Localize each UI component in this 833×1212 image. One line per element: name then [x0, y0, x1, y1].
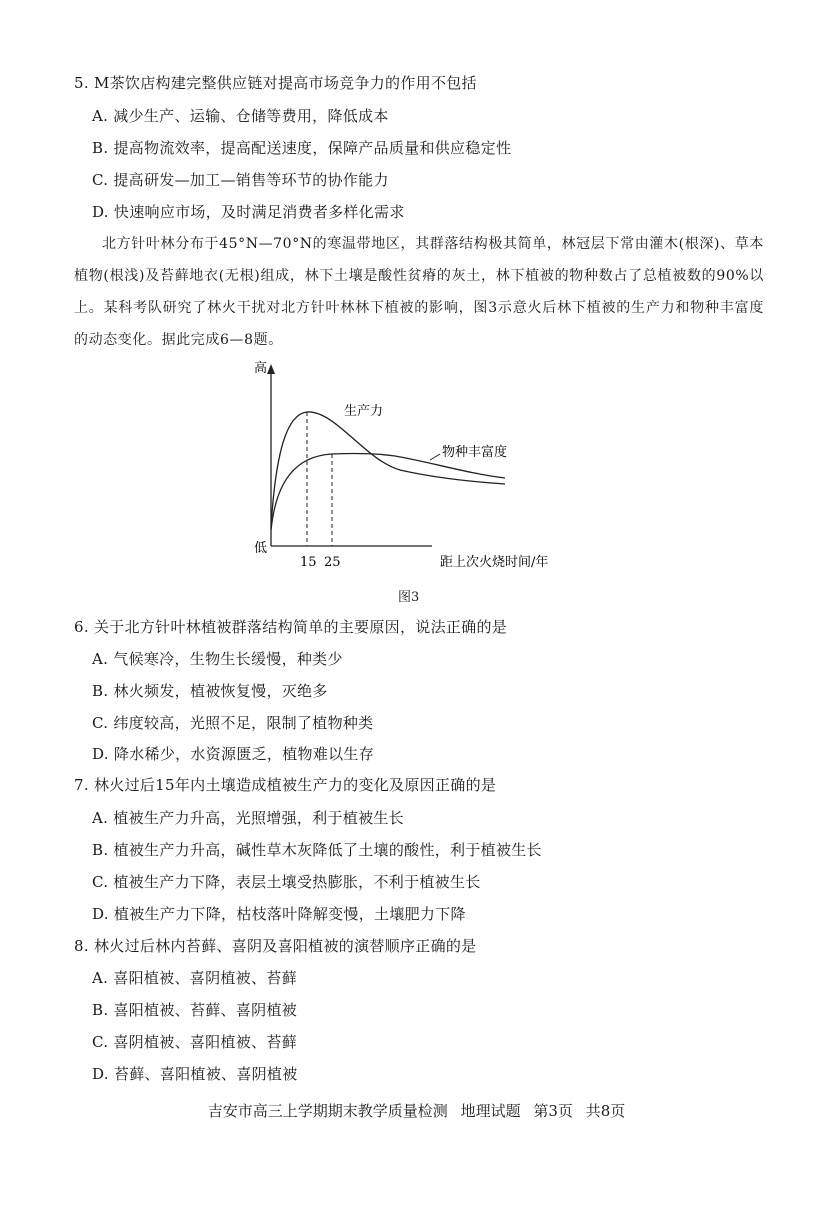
- q7-option-b: B. 植被生产力升高，碱性草木灰降低了土壤的酸性，利于植被生长: [92, 841, 542, 859]
- q5-option-d: D. 快速响应市场，及时满足消费者多样化需求: [92, 203, 405, 221]
- q5-option-a: A. 减少生产、运输、仓储等费用，降低成本: [92, 107, 389, 125]
- q7-option-a: A. 植被生产力升高，光照增强，利于植被生长: [92, 809, 404, 827]
- passage-paragraph: 北方针叶林分布于45°N—70°N的寒温带地区，其群落结构极其简单，林冠层下常由灌木(根深)、草本植物(根浅)及苔藓地衣(无根)组成，林下土壤是酸性贫瘠的灰土，林下植被的物种数占了总植被数的90%以上。某科考队研究了林火干扰对北方针叶林林下植被的影响，图3示意火后林下植被的生产力和物种丰富度的动态变化。据此完成6—8题。: [74, 236, 764, 348]
- question-5-stem: 5. M茶饮店构建完整供应链对提高市场竞争力的作用不包括: [74, 74, 477, 92]
- q6-option-c: C. 纬度较高，光照不足，限制了植物种类: [92, 714, 374, 732]
- y-low-label: 低: [254, 541, 268, 556]
- q6-option-d: D. 降水稀少，水资源匮乏，植物难以生存: [92, 745, 375, 763]
- x-tick-15: 15: [300, 555, 317, 570]
- question-7-stem: 7. 林火过后15年内土壤造成植被生产力的变化及原因正确的是: [74, 776, 497, 794]
- question-8-stem: 8. 林火过后林内苔藓、喜阴及喜阳植被的演替顺序正确的是: [74, 937, 477, 955]
- q8-option-b: B. 喜阳植被、苔藓、喜阴植被: [92, 1001, 298, 1019]
- species-richness-label: 物种丰富度: [442, 445, 508, 460]
- q6-option-b: B. 林火频发，植被恢复慢，灭绝多: [92, 682, 328, 700]
- x-tick-25: 25: [324, 555, 341, 570]
- figure-caption: 图3: [398, 590, 420, 605]
- richness-leader-line: [430, 454, 440, 460]
- productivity-label: 生产力: [344, 404, 384, 419]
- productivity-curve: [271, 412, 508, 527]
- q8-option-a: A. 喜阳植被、喜阴植被、苔藓: [92, 969, 297, 987]
- footer-exam-name: 吉安市高三上学期期末教学质量检测: [207, 1102, 448, 1120]
- y-axis-arrow: [267, 364, 275, 374]
- y-high-label: 高: [254, 361, 268, 376]
- q7-option-d: D. 植被生产力下降，枯枝落叶降解变慢，土壤肥力下降: [92, 905, 466, 923]
- page-footer: [0, 1100, 833, 1121]
- q8-option-d: D. 苔藓、喜阳植被、喜阴植被: [92, 1065, 298, 1083]
- footer-total-pages: 共8页: [585, 1102, 626, 1120]
- q7-option-c: C. 植被生产力下降，表层土壤受热膨胀，不利于植被生长: [92, 873, 481, 891]
- footer-page-number: 第3页: [533, 1102, 573, 1120]
- q5-option-b: B. 提高物流效率，提高配送速度，保障产品质量和供应稳定性: [92, 139, 512, 157]
- footer-subject: 地理试题: [460, 1102, 521, 1120]
- q5-option-c: C. 提高研发—加工—销售等环节的协作能力: [92, 171, 389, 189]
- q6-option-a: A. 气候寒冷，生物生长缓慢，种类少: [92, 650, 343, 668]
- question-6-stem: 6. 关于北方针叶林植被群落结构简单的主要原因，说法正确的是: [74, 618, 508, 636]
- figure-3-chart: [240, 352, 580, 582]
- x-axis-label: 距上次火烧时间/年: [440, 555, 549, 570]
- q8-option-c: C. 喜阴植被、喜阳植被、苔藓: [92, 1033, 297, 1051]
